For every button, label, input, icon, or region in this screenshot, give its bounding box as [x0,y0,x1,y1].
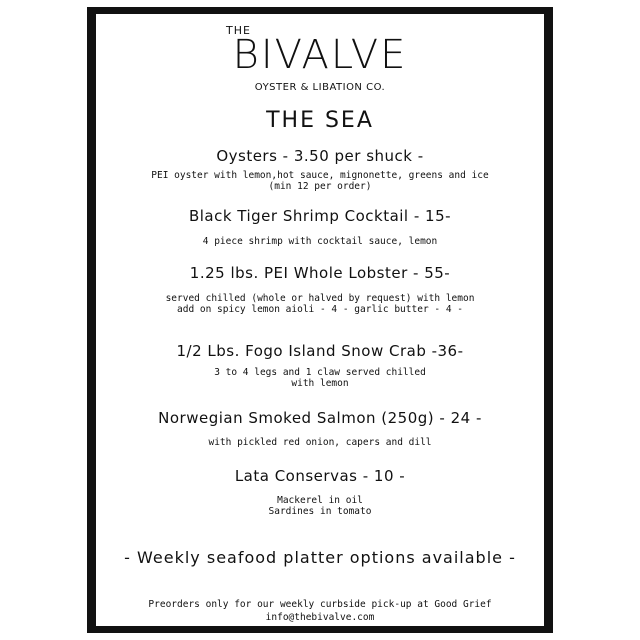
menu-item-description-line: PEI oyster with lemon,hot sauce, mignonette, greens and ice (min 12 per order) [151,170,489,192]
menu-item-description [96,170,544,192]
menu-item-description [96,495,544,517]
logo-name: BIVALVE [232,32,408,78]
logo-tagline: OYSTER & LIBATION CO. [254,82,386,93]
footer [96,598,544,624]
platter-banner: - Weekly seafood platter options available - [124,548,516,567]
logo-the: THE [226,24,251,37]
menu-item-title: Black Tiger Shrimp Cocktail - 15- [188,207,452,225]
menu-item-description-line: Sardines in tomato [268,506,372,517]
menu-item-title: Lata Conservas - 10 - [234,467,406,485]
menu-item-title: Norwegian Smoked Salmon (250g) - 24 - [158,409,482,427]
menu-item-description [96,437,544,448]
menu-item-title: 1.25 lbs. PEI Whole Lobster - 55- [189,264,451,282]
footer-preorder-note: Preorders only for our weekly curbside pick-up at Good Grief [148,599,492,610]
menu-page [96,14,544,626]
section-title: THE SEA [266,108,374,133]
menu-item-description [96,293,544,315]
menu-item-description-line: add on spicy lemon aioli - 4 - garlic butter - 4 - [177,304,463,315]
footer-email: info@thebivalve.com [265,612,375,623]
menu-item-description-line: 3 to 4 legs and 1 claw served chilled [214,367,426,378]
menu-item-title: 1/2 Lbs. Fogo Island Snow Crab -36- [176,342,464,360]
menu-item-description-line: served chilled (whole or halved by request) with lemon [165,293,475,304]
menu-item-title: Oysters - 3.50 per shuck - [216,147,424,165]
menu-item-description-line: with lemon [291,378,349,389]
menu-item-description-line: 4 piece shrimp with cocktail sauce, lemon [202,236,438,247]
menu-item-description [96,367,544,389]
menu-item-description-line: with pickled red onion, capers and dill [208,437,432,448]
menu-item-description-line: Mackerel in oil [277,495,363,506]
menu-item-description [96,236,544,247]
